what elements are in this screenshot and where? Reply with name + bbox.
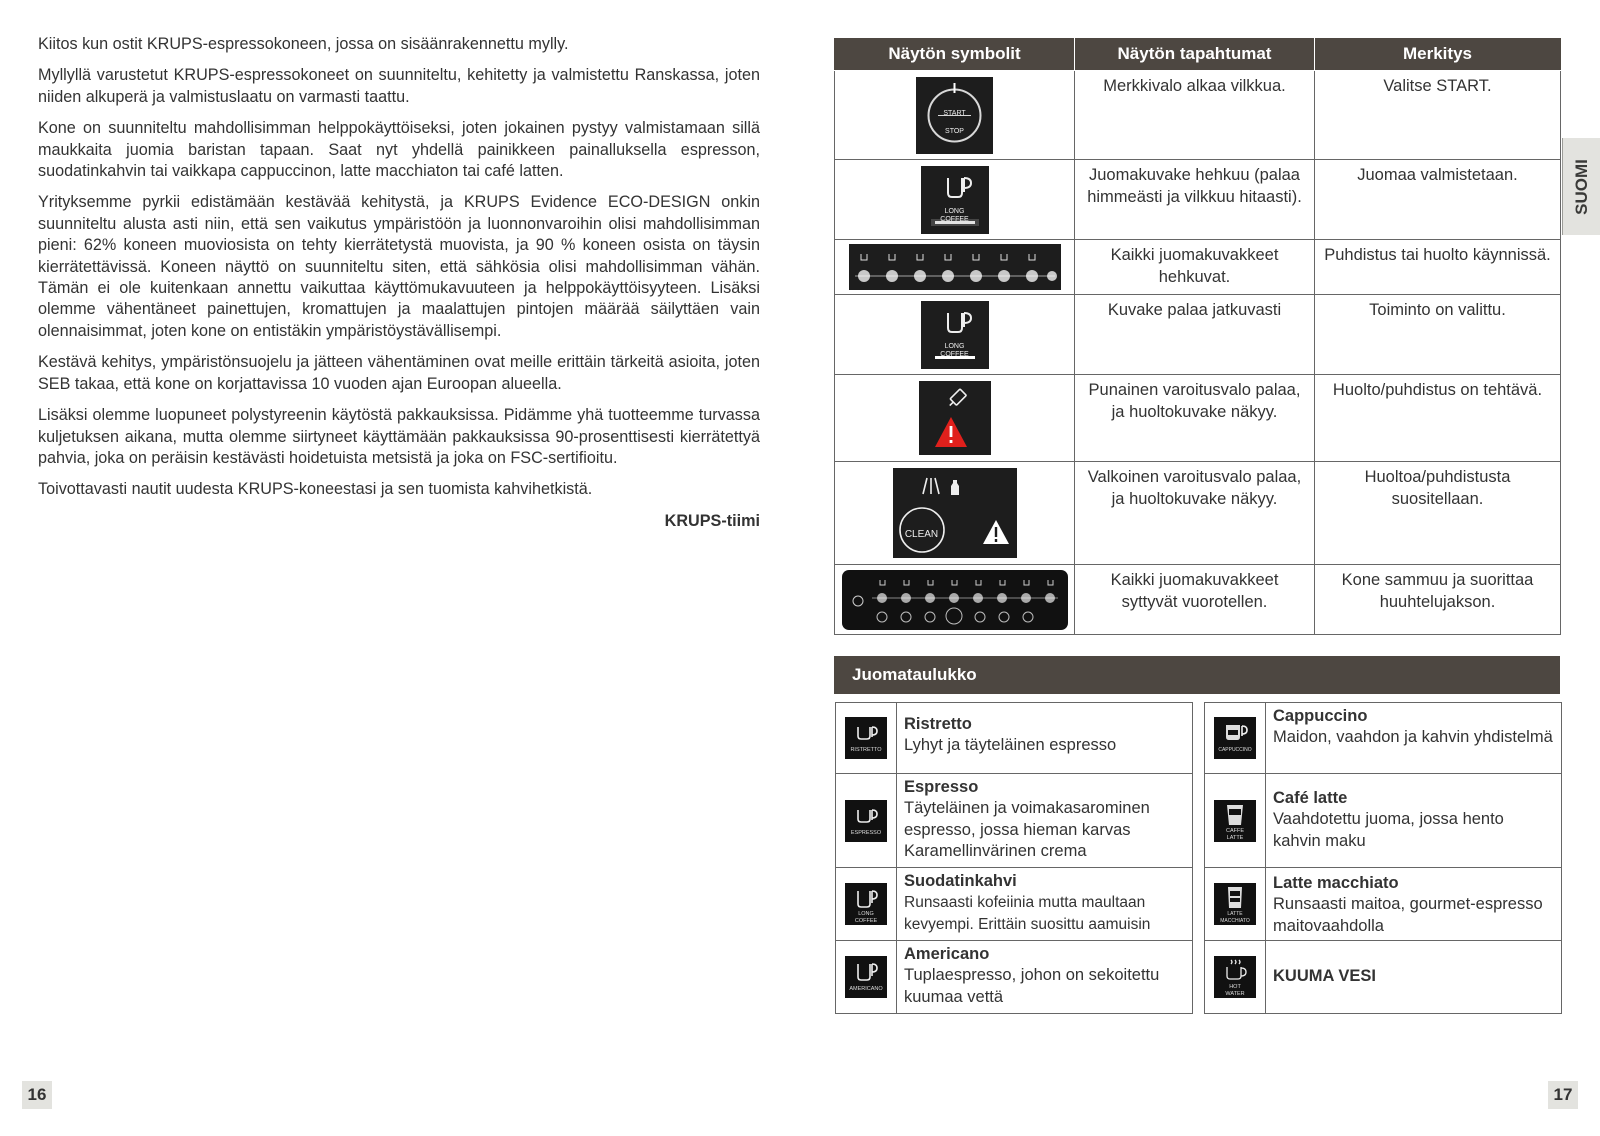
drink-text bbox=[1266, 868, 1561, 940]
drink-list-left bbox=[835, 702, 1193, 1014]
table-row bbox=[835, 71, 1561, 160]
drink-row-cappuccino bbox=[1205, 703, 1561, 774]
coffee-label: COFFEE bbox=[940, 350, 969, 358]
drink-description: Tuplaespresso, johon on sekoitettu kuumaa vettä bbox=[904, 966, 1160, 1006]
meaning-cell: Juomaa valmistetaan. bbox=[1315, 160, 1561, 240]
long-coffee-cup-icon bbox=[845, 883, 887, 925]
espresso-cup-icon bbox=[845, 800, 887, 842]
drink-text bbox=[1266, 703, 1560, 773]
page-number-right: 17 bbox=[1548, 1081, 1578, 1109]
drink-description: Vaahdotettu juoma, jossa hento kahvin maku bbox=[1273, 810, 1504, 850]
symbol-cell bbox=[835, 295, 1075, 375]
drink-icon-cell bbox=[836, 774, 897, 867]
stop-label: STOP bbox=[945, 127, 964, 135]
drink-icon-cell bbox=[1205, 868, 1266, 940]
symbol-cell bbox=[835, 240, 1075, 295]
event-cell: Punainen varoitusvalo palaa, ja huoltokuvake näkyy. bbox=[1075, 375, 1315, 462]
drink-row-hot-water bbox=[1205, 941, 1561, 1014]
hot-water-cup-icon bbox=[1214, 956, 1256, 998]
drink-name: Latte macchiato bbox=[1273, 874, 1399, 892]
red-warning-icon bbox=[919, 381, 991, 455]
long-label: LONG bbox=[944, 207, 965, 215]
drink-row-cafe-latte bbox=[1205, 774, 1561, 868]
language-tab bbox=[1562, 138, 1600, 235]
symbol-cell bbox=[835, 565, 1075, 635]
table-row bbox=[835, 240, 1561, 295]
intro-paragraph: Kone on suunniteltu mahdollisimman helppokäyttöiseksi, joten jokainen pystyy valmistamaan sillä maukkaita juomia baristan tapaan. Saat nyt yhdellä painikkeen painalluksella espresson, suodatinkahvin tai vaikkapa cappuccinon, latte macchiaton tai café latten. bbox=[38, 119, 760, 181]
table-row bbox=[835, 160, 1561, 240]
drink-icon-cell bbox=[836, 703, 897, 773]
drink-text bbox=[897, 703, 1123, 773]
americano-cup-icon bbox=[845, 956, 887, 998]
meaning-cell: Puhdistus tai huolto käynnissä. bbox=[1315, 240, 1561, 295]
cafe-latte-glass-icon bbox=[1214, 800, 1256, 842]
clean-label: CLEAN bbox=[904, 529, 939, 540]
drink-row-americano bbox=[836, 941, 1192, 1014]
drink-icon-label: ESPRESSO bbox=[850, 829, 882, 836]
event-cell: Kaikki juomakuvakkeet syttyvät vuorotellen. bbox=[1075, 565, 1315, 635]
drink-name: Café latte bbox=[1273, 789, 1348, 807]
drink-name: Ristretto bbox=[904, 715, 972, 733]
event-cell: Kuvake palaa jatkuvasti bbox=[1075, 295, 1315, 375]
table-row bbox=[835, 565, 1561, 635]
meaning-cell: Toiminto on valittu. bbox=[1315, 295, 1561, 375]
drink-row-ristretto bbox=[836, 703, 1192, 774]
symbol-cell bbox=[835, 71, 1075, 160]
display-symbols-table bbox=[834, 38, 1561, 635]
drink-description: Runsaasti kofeiinia mutta maultaan kevyempi. Erittäin suosittu aamuisin bbox=[904, 894, 1151, 933]
meaning-cell: Valitse START. bbox=[1315, 71, 1561, 160]
drink-text bbox=[1266, 774, 1561, 867]
drink-description: Maidon, vaahdon ja kahvin yhdistelmä bbox=[1273, 728, 1553, 747]
symbol-cell bbox=[835, 462, 1075, 565]
drink-description: Lyhyt ja täyteläinen espresso bbox=[904, 736, 1117, 755]
drink-text bbox=[1266, 941, 1383, 1013]
start-stop-icon bbox=[916, 77, 993, 154]
intro-paragraph: Myllyllä varustetut KRUPS-espressokoneet on suunniteltu, kehitetty ja valmistettu Ranskassa, joten niiden alkuperä ja valmistuslaatu on varmasti taattu. bbox=[38, 66, 760, 106]
drink-icon-label: LATTE MACCHIATO bbox=[1220, 911, 1250, 924]
drink-name: Cappuccino bbox=[1273, 707, 1368, 725]
meaning-cell: Huolto/puhdistus on tehtävä. bbox=[1315, 375, 1561, 462]
symbol-cell bbox=[835, 160, 1075, 240]
drink-icon-label: AMERICANO bbox=[849, 986, 883, 992]
event-cell: Kaikki juomakuvakkeet hehkuvat. bbox=[1075, 240, 1315, 295]
drink-row-latte-macchiato bbox=[1205, 868, 1561, 941]
drink-icon-label: CAFFE LATTE bbox=[1225, 827, 1245, 841]
meaning-cell: Huoltoa/puhdistusta suositellaan. bbox=[1315, 462, 1561, 565]
table-row bbox=[835, 462, 1561, 565]
drink-text bbox=[897, 868, 1192, 940]
drink-description: Täyteläinen ja voimakasarominen espresso, jossa hieman karvas Karamellinvärinen crema bbox=[904, 799, 1150, 861]
coffee-label: COFFEE bbox=[940, 215, 969, 223]
drink-name: Suodatinkahvi bbox=[904, 872, 1017, 890]
intro-paragraph: Lisäksi olemme luopuneet polystyreenin käytöstä pakkauksissa. Pidämme yhä tuotteemme turvassa kuljetuksen aikana, mutta olemme siirtyneet käyttämään pakkauksissa 90-prosenttisesti kierrätettyä pahvia, joka on peräisin kestävästi hoidetuista metsistä ja joka on FSC-sertifioitu. bbox=[38, 406, 760, 467]
column-header: Näytön symbolit bbox=[835, 38, 1075, 71]
drink-name: Americano bbox=[904, 945, 990, 963]
signature: KRUPS-tiimi bbox=[664, 511, 760, 530]
white-warning-clean-icon bbox=[893, 468, 1017, 558]
table-row bbox=[835, 375, 1561, 462]
drink-icon-label: CAPPUCCINO bbox=[1218, 747, 1252, 753]
drink-description: Runsaasti maitoa, gourmet-espresso maitovaahdolla bbox=[1273, 895, 1543, 935]
drink-name: KUUMA VESI bbox=[1273, 967, 1376, 986]
ristretto-cup-icon bbox=[845, 717, 887, 759]
intro-paragraph: Kestävä kehitys, ympäristönsuojelu ja jätteen vähentäminen ovat meille erittäin tärkeitä asioita, joten SEB takaa, että kone on korjattavissa 10 vuoden ajan Euroopan alueella. bbox=[38, 353, 760, 393]
long-coffee-glow-icon bbox=[921, 166, 989, 234]
language-tab-label: SUOMI bbox=[1572, 158, 1592, 215]
column-header: Näytön tapahtumat bbox=[1075, 38, 1315, 71]
drink-name: Espresso bbox=[904, 778, 979, 796]
drink-row-espresso bbox=[836, 774, 1192, 868]
drink-text bbox=[897, 774, 1192, 867]
intro-text bbox=[38, 34, 760, 542]
control-panel-icon bbox=[842, 570, 1068, 630]
intro-paragraph: Kiitos kun ostit KRUPS-espressokoneen, jossa on sisäänrakennettu mylly. bbox=[38, 35, 569, 53]
meaning-cell: Kone sammuu ja suorittaa huuhtelujakson. bbox=[1315, 565, 1561, 635]
start-label: START bbox=[943, 109, 966, 117]
cappuccino-cup-icon bbox=[1214, 717, 1256, 759]
drink-icon-label: HOT WATER bbox=[1225, 984, 1245, 997]
event-cell: Juomakuvake hehkuu (palaa himmeästi ja vilkkuu hitaasti). bbox=[1075, 160, 1315, 240]
drink-icon-cell bbox=[836, 868, 897, 940]
drink-icon-cell bbox=[1205, 703, 1266, 773]
all-drinks-glow-icon bbox=[849, 244, 1061, 290]
table-header-row bbox=[835, 38, 1561, 71]
drink-icon-cell bbox=[1205, 774, 1266, 867]
drink-text bbox=[897, 941, 1192, 1013]
drink-list-right bbox=[1204, 702, 1562, 1014]
intro-paragraph: Toivottavasti nautit uudesta KRUPS-koneestasi ja sen tuomista kahvihetkistä. bbox=[38, 480, 593, 499]
table-row bbox=[835, 295, 1561, 375]
event-cell: Valkoinen varoitusvalo palaa, ja huoltokuvake näkyy. bbox=[1075, 462, 1315, 565]
drink-icon-label: RISTRETTO bbox=[850, 747, 882, 753]
drink-icon-cell bbox=[1205, 941, 1266, 1013]
drink-row-suodatinkahvi bbox=[836, 868, 1192, 941]
long-coffee-selected-icon bbox=[921, 301, 989, 369]
intro-paragraph: Yrityksemme pyrkii edistämään kestävää kehitystä, ja KRUPS Evidence ECO-DESIGN onkin suunniteltu alusta asti niin, että sen vaikutus ympäristöön ja luonnonvaroihin olisi mahdollisimman pieni: 62% koneen muoviosista on tehty kierrätetystä muovista, ja 90 % koneen osista on täysin kierrätettävissä. Koneen näyttö on suunniteltu siten, että sähkösia olisi mahdollisimman vähän. Tämän ei ole kuitenkaan annettu vaikuttaa käyttömukavuuteen ja helppokäyttöisyyteen. Lisäksi olemme vähentäneet painettujen, kromattujen ja maalattujen pintojen määrää säilyttäen vain olennaisimmat, joten kone on entistäkin ympäristöystävällisempi. bbox=[38, 193, 760, 340]
latte-macchiato-glass-icon bbox=[1214, 883, 1256, 925]
symbol-cell bbox=[835, 375, 1075, 462]
drink-table-title: Juomataulukko bbox=[834, 656, 1560, 694]
drink-icon-label: LONG COFFEE bbox=[854, 911, 878, 924]
event-cell: Merkkivalo alkaa vilkkua. bbox=[1075, 71, 1315, 160]
drink-icon-cell bbox=[836, 941, 897, 1013]
column-header: Merkitys bbox=[1315, 38, 1561, 71]
page-number-left: 16 bbox=[22, 1081, 52, 1109]
long-label: LONG bbox=[944, 342, 965, 350]
